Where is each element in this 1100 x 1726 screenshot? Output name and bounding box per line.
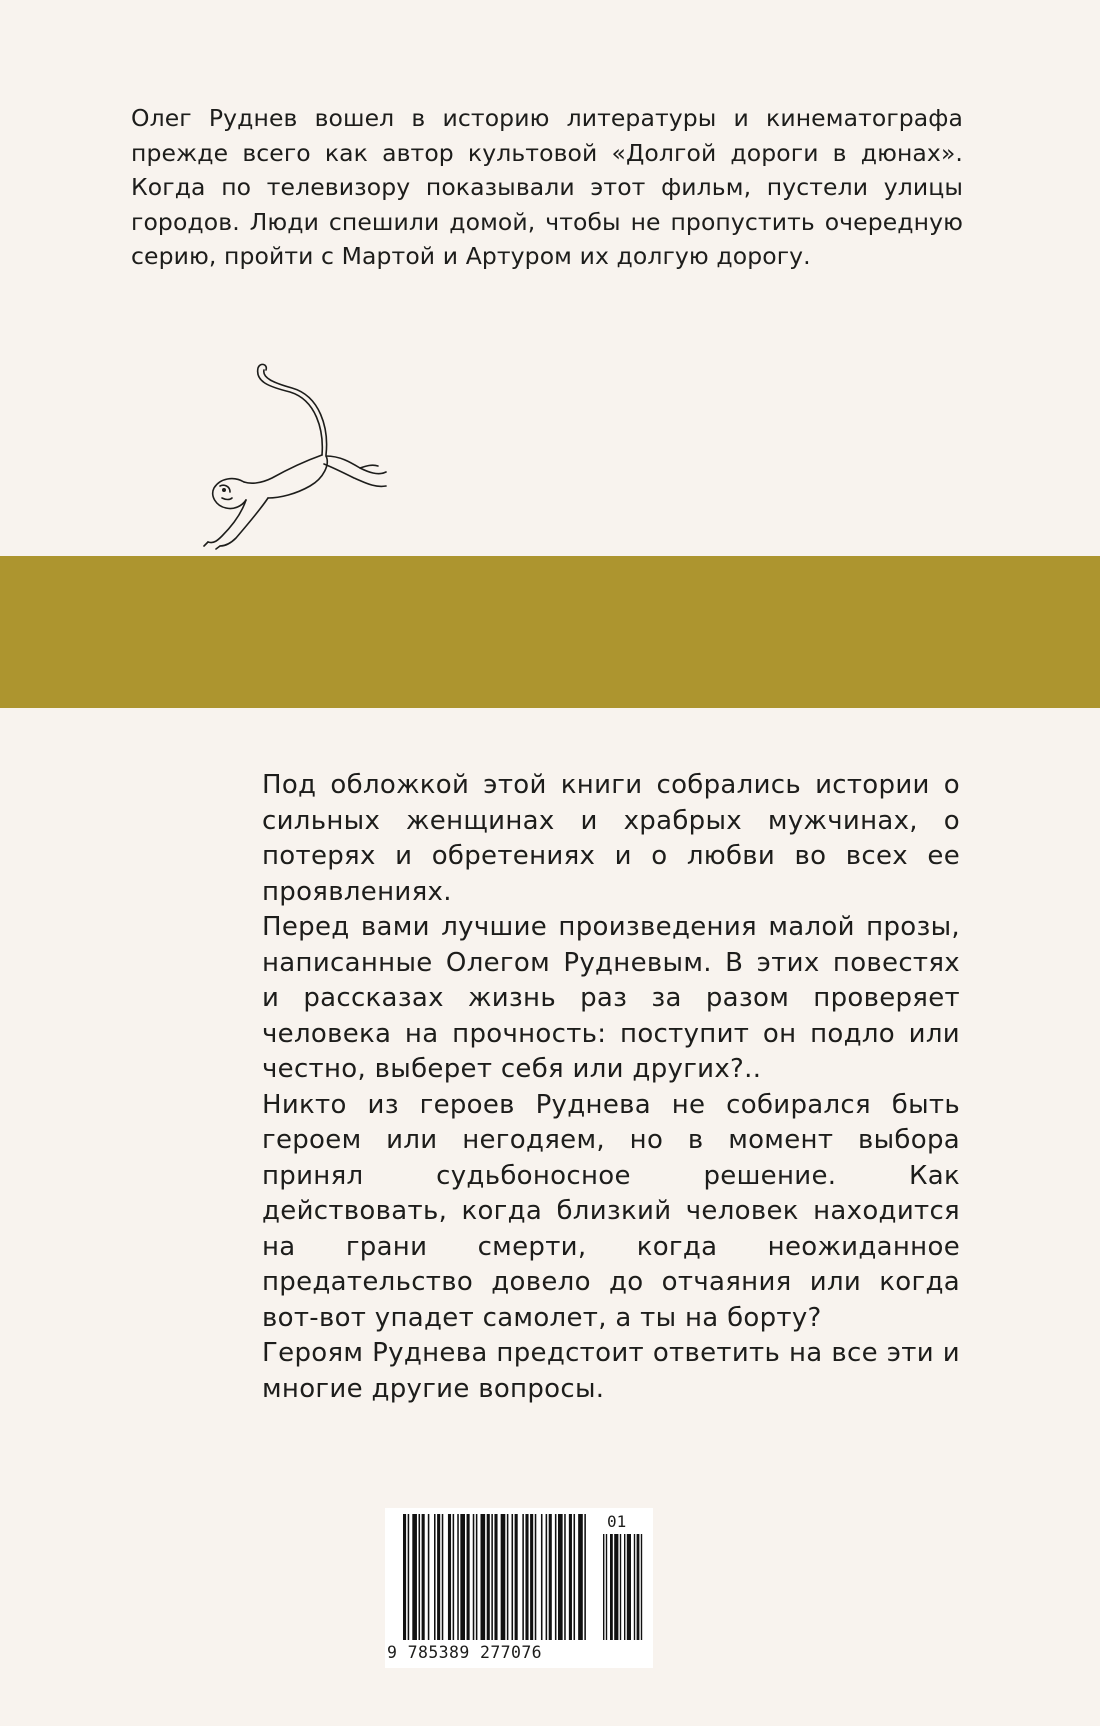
barcode-bar <box>457 1514 459 1640</box>
barcode-bar <box>549 1514 552 1640</box>
barcode-bar <box>578 1514 583 1640</box>
barcode-addon-bar <box>614 1534 618 1640</box>
barcode-bar <box>522 1514 524 1640</box>
barcode-digits: 9 785389 277076 <box>387 1643 543 1662</box>
barcode-bar <box>448 1514 451 1640</box>
barcode-bar <box>412 1514 417 1640</box>
author-intro-paragraph: Олег Руднев вошел в историю литературы и кинематографа прежде всего как автор культовой «Долгой дороги в дюнах». Когда по телевизору показывали этот фильм, пустели улицы городов. Люди спешили домой, чтобы не пропустить очередную серию, пройти с Мартой и Артуром их долгую дорогу. <box>131 104 963 270</box>
barcode-bar <box>530 1514 533 1640</box>
barcode-bar <box>422 1514 425 1640</box>
barcode-bar <box>453 1514 455 1640</box>
barcode-bar <box>481 1514 486 1640</box>
barcode-bar <box>584 1514 586 1640</box>
barcode-bar <box>437 1514 440 1640</box>
barcode-bar <box>494 1514 497 1640</box>
leaping-monkey-icon <box>200 360 400 550</box>
barcode-bar <box>403 1514 406 1640</box>
barcode-addon-bar <box>637 1534 640 1640</box>
barcode-bar <box>473 1514 475 1640</box>
barcode-bar <box>419 1514 421 1640</box>
barcode-addon-bar <box>603 1534 604 1640</box>
barcode-addon-bar <box>610 1534 613 1640</box>
barcode-addon-number: 01 <box>607 1512 627 1531</box>
barcode-bar <box>541 1514 543 1640</box>
barcode-bar <box>512 1514 514 1640</box>
barcode-bar <box>555 1514 557 1640</box>
book-annotation <box>262 768 960 1407</box>
isbn-barcode <box>385 1508 653 1668</box>
barcode-bar <box>558 1514 563 1640</box>
barcode-addon-bar <box>627 1534 631 1640</box>
barcode-bar <box>515 1514 518 1640</box>
barcode-bar <box>434 1514 436 1640</box>
barcode-bar <box>564 1514 566 1640</box>
barcode-bar <box>442 1514 444 1640</box>
barcode-bar <box>487 1514 490 1640</box>
barcode-bar <box>476 1514 478 1640</box>
barcode-bar <box>460 1514 465 1640</box>
annotation-paragraph-2: Перед вами лучшие произведения малой прозы, написанные Олегом Рудневым. В этих повестях и рассказах жизнь раз за разом проверяет человека на прочность: поступит он подло или честно, выберет себя или других?.. <box>262 912 960 1084</box>
barcode-bar <box>525 1514 528 1640</box>
barcode-addon-bar <box>634 1534 635 1640</box>
color-band <box>0 556 1100 708</box>
barcode-addon-bar <box>641 1534 642 1640</box>
annotation-paragraph-1: Под обложкой этой книги собрались истории о сильных женщинах и храбрых мужчинах, о потерях и обретениях и о любви во всех ее проявлениях. <box>262 770 960 907</box>
barcode-bar <box>408 1514 410 1640</box>
barcode-addon-bar <box>620 1534 621 1640</box>
barcode-bar <box>467 1514 470 1640</box>
barcode-bar <box>507 1514 509 1640</box>
barcode-bar <box>546 1514 548 1640</box>
annotation-paragraph-3: Никто из героев Руднева не собирался быть героем или негодяем, но в момент выбора принял судьбоносное решение. Как действовать, когда близкий человек находится на грани смерти, когда неожиданное предательство довело до отчаяния или когда вот-вот упадет самолет, а ты на борту? <box>262 1089 960 1333</box>
barcode-addon-bar <box>606 1534 607 1640</box>
barcode-bar <box>491 1514 493 1640</box>
barcode-bar <box>569 1514 572 1640</box>
barcode-addon-bar <box>624 1534 625 1640</box>
barcode-bar <box>535 1514 537 1640</box>
annotation-paragraph-4: Героям Руднева предстоит ответить на все эти и многие другие вопросы. <box>262 1338 960 1404</box>
barcode-bar <box>574 1514 576 1640</box>
barcode-bar <box>501 1514 506 1640</box>
barcode-bar <box>428 1514 430 1640</box>
